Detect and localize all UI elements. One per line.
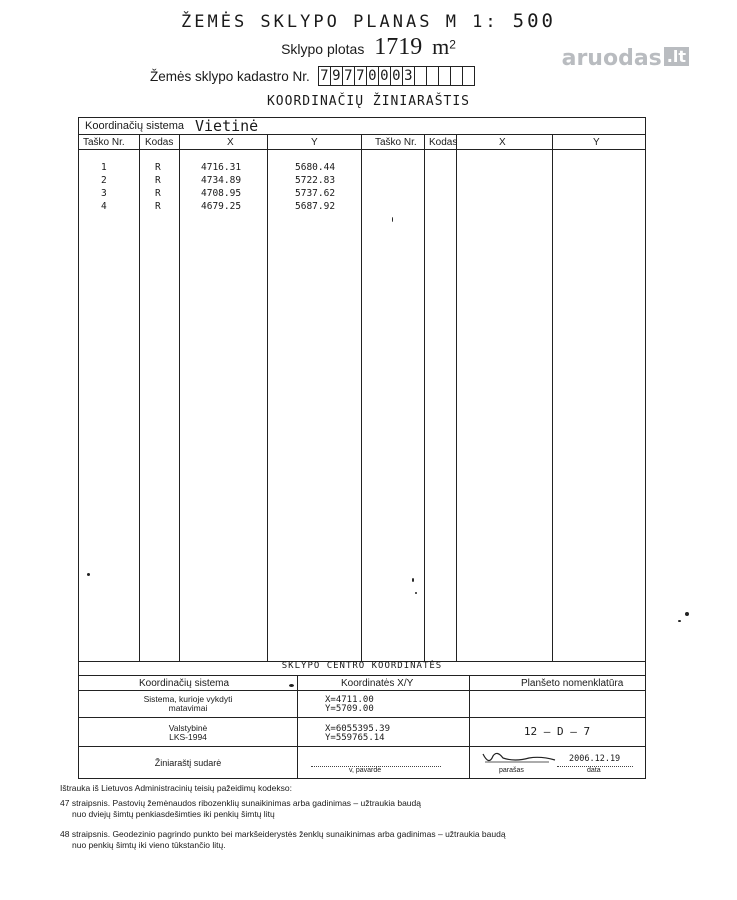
cell-code: R xyxy=(155,162,161,173)
header-point-nr: Taško Nr. xyxy=(83,137,125,148)
cadastre-digit-boxes xyxy=(318,66,475,86)
cadastre-number xyxy=(150,66,475,86)
cell-point-nr: 2 xyxy=(101,175,107,186)
table-column-line xyxy=(552,134,553,661)
header-x-2: X xyxy=(499,137,506,148)
footer-article-48: 48 straipsnis. Geodezinio pagrindo punkto bei markšeiderystės ženklų sunaikinimas arba gadinimas – užtraukia baudą xyxy=(60,829,506,839)
scan-speck xyxy=(289,684,294,687)
cadastre-label: Žemės sklypo kadastro Nr. xyxy=(150,68,310,84)
row1-label-line2: matavimai xyxy=(168,703,208,713)
plan-title-text: ŽEMĖS SKLYPO PLANAS M 1: xyxy=(181,12,499,32)
footer-article-47: 47 straipsnis. Pastovių žemėnaudos ribozenklių sunaikinimas arba gadinimas – užtraukia baudą xyxy=(60,798,421,808)
cell-y: 5722.83 xyxy=(295,175,336,186)
table-rule xyxy=(79,134,645,135)
table-column-line xyxy=(297,675,298,778)
compiled-label: Žiniaraštį sudarė xyxy=(154,758,222,768)
header-code-2: Kodas xyxy=(429,137,458,148)
cell-point-nr: 4 xyxy=(101,201,107,212)
header-y: Y xyxy=(311,137,318,148)
row2-label-line1: Valstybinė xyxy=(168,723,208,733)
table-rule xyxy=(79,675,645,676)
cadastre-digit: 7 xyxy=(343,67,355,85)
sheet-title: KOORDINAČIŲ ŽINIARAŠTIS xyxy=(266,94,470,109)
center-title: SKLYPO CENTRO KOORDINATĖS xyxy=(281,661,443,671)
cadastre-digit xyxy=(427,67,439,85)
center-col-system: Koordinačių sistema xyxy=(139,678,230,689)
cell-x: 4679.25 xyxy=(201,201,242,212)
plan-title xyxy=(0,10,737,32)
footer-intro: Ištrauka iš Lietuvos Administracinių teisių pažeidimų kodekso: xyxy=(60,783,292,793)
plot-area-value: 1719 xyxy=(374,34,423,60)
cell-point-nr: 1 xyxy=(101,162,107,173)
table-column-line xyxy=(267,134,268,661)
plan-scale: 500 xyxy=(512,10,556,32)
plot-area xyxy=(0,34,737,61)
row2-label-line2: LKS-1994 xyxy=(169,732,207,742)
cell-code: R xyxy=(155,201,161,212)
table-column-line xyxy=(424,134,425,661)
cell-y: 5687.92 xyxy=(295,201,336,212)
table-column-line xyxy=(179,134,180,661)
cadastre-digit: 7 xyxy=(355,67,367,85)
cell-point-nr: 3 xyxy=(101,188,107,199)
row1-y: Y=5709.00 xyxy=(325,704,374,714)
cadastre-digit xyxy=(451,67,463,85)
watermark-text: aruodas xyxy=(561,46,662,71)
scan-speck xyxy=(412,578,414,582)
table-column-line xyxy=(456,134,457,661)
plot-area-unit-sup: 2 xyxy=(449,37,456,52)
row1-label-line1: Sistema, kurioje vykdyti xyxy=(143,694,233,704)
date-caption: data xyxy=(587,767,601,774)
cell-y: 5737.62 xyxy=(295,188,336,199)
header-code: Kodas xyxy=(145,137,174,148)
row2-x: X=6055395.39 xyxy=(325,724,391,734)
header-point-nr-2: Taško Nr. xyxy=(375,137,417,148)
coordinates-table xyxy=(78,117,646,779)
plot-area-unit: m xyxy=(432,34,450,59)
scan-speck xyxy=(87,573,90,576)
center-col-coords: Koordinatės X/Y xyxy=(341,678,414,689)
table-rule xyxy=(79,717,645,718)
sheet-nomenclature: 12 – D – 7 xyxy=(523,725,591,738)
signature-caption: parašas xyxy=(499,767,524,774)
cadastre-digit: 3 xyxy=(403,67,415,85)
cadastre-digit: 9 xyxy=(331,67,343,85)
table-rule xyxy=(79,690,645,691)
cadastre-digit xyxy=(439,67,451,85)
scan-speck xyxy=(415,592,417,594)
cell-code: R xyxy=(155,175,161,186)
signature-name-caption: v, pavardė xyxy=(349,767,382,774)
cadastre-digit: 0 xyxy=(367,67,379,85)
row1-x: X=4711.00 xyxy=(325,695,374,705)
cell-y: 5680.44 xyxy=(295,162,336,173)
footer-article-47-cont: nuo dviejų šimtų penkiasdešimties iki penkių šimtų litų xyxy=(72,809,275,819)
cadastre-digit xyxy=(415,67,427,85)
cell-x: 4734.89 xyxy=(201,175,242,186)
scan-speck xyxy=(685,612,689,616)
scan-speck xyxy=(392,217,393,222)
table-rule xyxy=(79,149,645,150)
system-label: Koordinačių sistema xyxy=(85,120,185,132)
table-column-line xyxy=(139,134,140,661)
cell-x: 4708.95 xyxy=(201,188,242,199)
date-value: 2006.12.19 xyxy=(569,754,621,764)
watermark-tld: .lt xyxy=(664,47,689,66)
signature-mark xyxy=(479,748,559,768)
plot-area-label: Sklypo plotas xyxy=(281,41,365,57)
scan-speck xyxy=(678,620,681,622)
system-value: Vietinė xyxy=(195,117,259,135)
cadastre-digit xyxy=(463,67,474,85)
header-x: X xyxy=(227,137,234,148)
cadastre-digit: 7 xyxy=(319,67,331,85)
table-column-line xyxy=(361,134,362,661)
cadastre-digit: 0 xyxy=(379,67,391,85)
center-col-nomenclature: Planšeto nomenklatūra xyxy=(521,678,624,689)
row2-y: Y=559765.14 xyxy=(325,733,385,743)
footer-article-48-cont: nuo penkių šimtų iki vieno tūkstančio litų. xyxy=(72,840,226,850)
cell-x: 4716.31 xyxy=(201,162,242,173)
table-rule xyxy=(79,746,645,747)
cadastre-digit: 0 xyxy=(391,67,403,85)
header-y-2: Y xyxy=(593,137,600,148)
cell-code: R xyxy=(155,188,161,199)
